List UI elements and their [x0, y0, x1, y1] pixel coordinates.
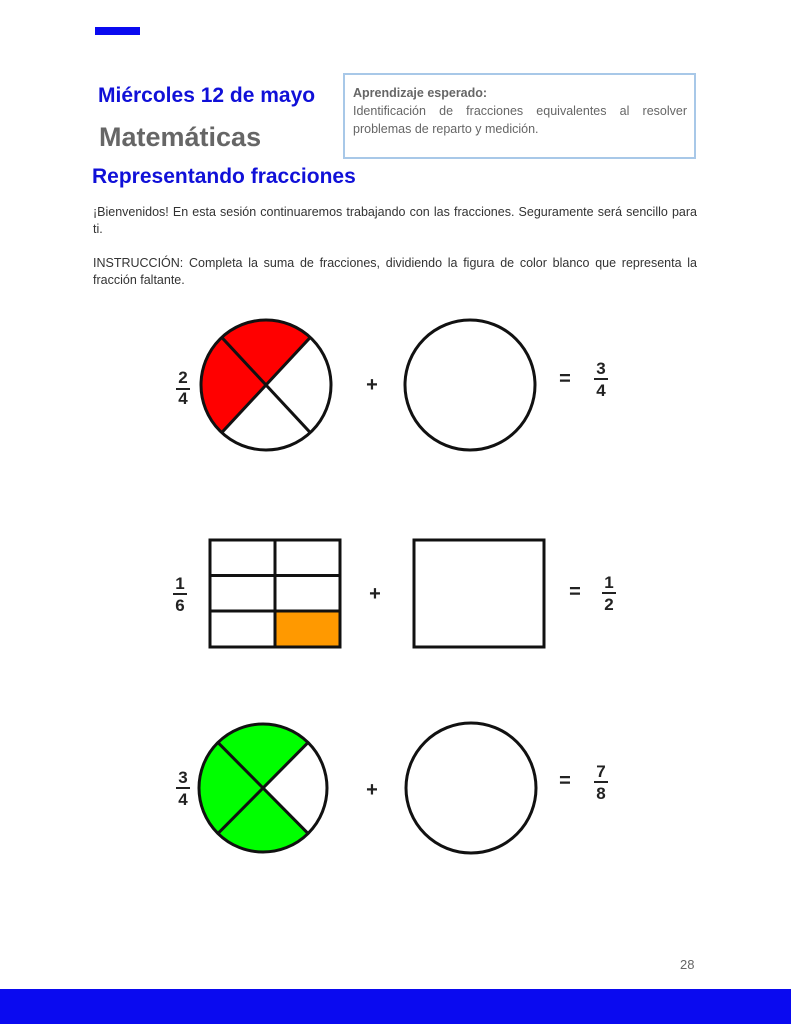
lesson-date: Miércoles 12 de mayo [98, 84, 316, 107]
fraction-numerator: 2 [178, 368, 188, 387]
fraction-numerator: 3 [178, 768, 188, 787]
exercise-1-given-fraction [176, 368, 190, 408]
exercise-2 [173, 540, 616, 647]
fraction-numerator: 3 [596, 359, 606, 378]
green-quarters-circle [199, 724, 327, 852]
fraction-denominator: 4 [178, 389, 188, 408]
orange-cell [275, 611, 340, 647]
fraction-numerator: 1 [175, 574, 185, 593]
plus-sign: + [366, 779, 378, 801]
fraction-denominator: 4 [596, 381, 606, 400]
learning-objective-title: Aprendizaje esperado: [353, 86, 488, 100]
blank-rectangle [414, 540, 544, 647]
exercise-3-given-fraction [176, 768, 190, 809]
plus-sign: + [366, 374, 378, 396]
learning-objective-text: Identificación de fracciones equivalentes al resolver problemas de reparto y medición. [353, 104, 687, 136]
intro-paragraph: ¡Bienvenidos! En esta sesión continuaremos trabajando con las fracciones. Seguramente será sencillo para ti. [93, 205, 697, 236]
fraction-denominator: 6 [175, 596, 185, 615]
fraction-numerator: 7 [596, 762, 606, 781]
equals-sign: = [559, 770, 571, 792]
instruction-paragraph: INSTRUCCIÓN: Completa la suma de fracciones, dividiendo la figura de color blanco que representa la fracción faltante. [93, 256, 697, 287]
section-title: Representando fracciones [92, 165, 356, 188]
fraction-denominator: 8 [596, 784, 606, 803]
subject-title: Matemáticas [99, 122, 262, 152]
exercise-1 [176, 320, 608, 450]
bottom-accent-bar [0, 989, 791, 1024]
sixths-grid-rectangle [210, 540, 340, 647]
blank-circle [405, 320, 535, 450]
exercise-3-result-fraction [594, 762, 608, 803]
exercise-3 [176, 723, 608, 853]
red-quarters-circle [201, 320, 331, 450]
fraction-denominator: 4 [178, 790, 188, 809]
equals-sign: = [569, 581, 581, 603]
fraction-numerator: 1 [604, 573, 614, 592]
equals-sign: = [559, 368, 571, 390]
exercise-2-result-fraction [602, 573, 616, 614]
exercise-1-result-fraction [594, 359, 608, 400]
blank-circle [406, 723, 536, 853]
exercise-2-given-fraction [173, 574, 187, 615]
fraction-denominator: 2 [604, 595, 614, 614]
plus-sign: + [369, 583, 381, 605]
page-number: 28 [680, 957, 695, 972]
